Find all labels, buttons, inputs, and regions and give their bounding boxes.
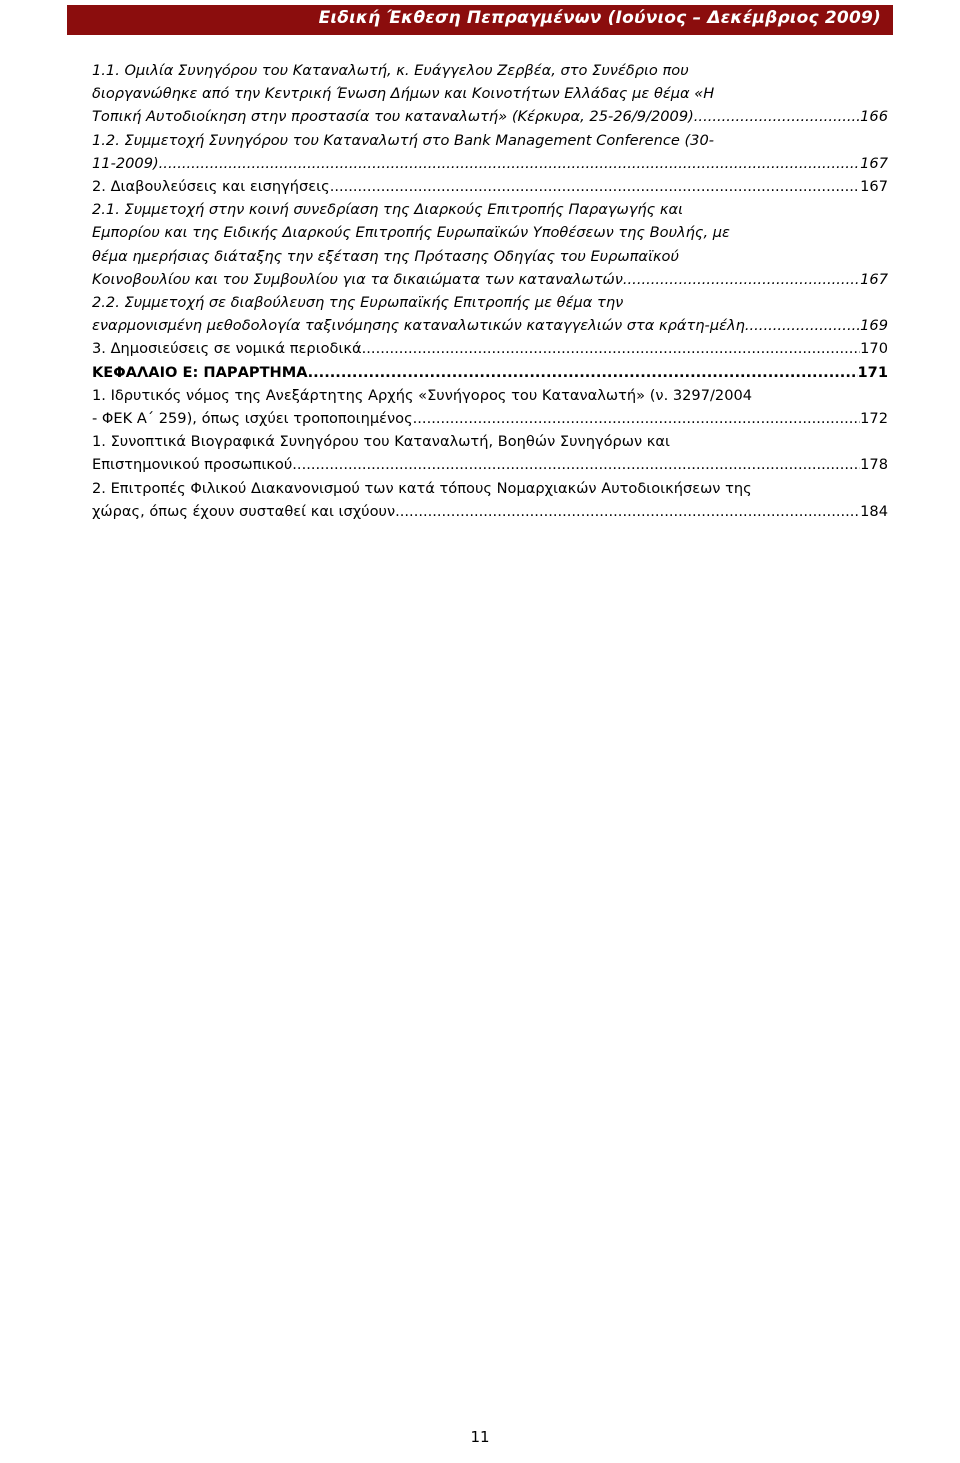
page-ref: 171: [857, 363, 888, 381]
toc-line-with-page: [92, 407, 888, 430]
toc-line-with-page: [92, 105, 888, 128]
toc-line: 1. Ιδρυτικός νόμος της Ανεξάρτητης Αρχής «Συνήγορος του Καταναλωτή» (ν. 3297/2004: [92, 386, 753, 404]
dot-leader: [330, 175, 860, 198]
table-of-contents: [92, 59, 888, 523]
toc-line: 1. Συνοπτικά Βιογραφικά Συνηγόρου του Καταναλωτή, Βοηθών Συνηγόρων και: [92, 433, 670, 451]
toc-entry-2-1[interactable]: [92, 198, 888, 291]
toc-line: χώρας, όπως έχουν συσταθεί και ισχύουν: [92, 502, 396, 520]
toc-line: 2.1. Συμμετοχή στην κοινή συνεδρίαση της Διαρκούς Επιτροπής Παραγωγής και: [92, 201, 684, 219]
toc-entry-1-1[interactable]: [92, 59, 888, 129]
toc-entry-cvs[interactable]: [92, 430, 888, 476]
page-ref: 167: [860, 178, 888, 196]
dot-leader: [362, 337, 860, 360]
toc-entry-committees[interactable]: [92, 477, 888, 523]
toc-line: 2. Επιτροπές Φιλικού Διακανονισμού των κατά τόπους Νομαρχιακών Αυτοδιοικήσεων της: [92, 479, 752, 497]
toc-line-with-page: [92, 314, 888, 337]
page-ref: 167: [860, 270, 888, 288]
toc-entry-3[interactable]: [92, 337, 888, 360]
toc-line: 1.2. Συμμετοχή Συνηγόρου του Καταναλωτή στο Bank Management Conference (30-: [92, 131, 715, 149]
page-ref: 172: [860, 410, 888, 428]
toc-line: διοργανώθηκε από την Κεντρική Ένωση Δήμων και Κοινοτήτων Ελλάδας με θέμα «Η: [92, 85, 715, 103]
header-title: Ειδική Έκθεση Πεπραγμένων (Ιούνιος – Δεκέμβριος 2009): [318, 8, 881, 28]
toc-line-with-page: [92, 152, 888, 175]
toc-entry-2-2[interactable]: [92, 291, 888, 337]
toc-entry-2[interactable]: [92, 175, 888, 198]
toc-chapter-e[interactable]: [92, 361, 888, 384]
toc-line-with-page: [92, 268, 888, 291]
toc-line: θέμα ημερήσιας διάταξης την εξέταση της Πρότασης Οδηγίας του Ευρωπαϊκού: [92, 247, 679, 265]
toc-line: - ΦΕΚ Α΄ 259), όπως ισχύει τροποποιημένος: [92, 410, 413, 428]
page-ref: 169: [860, 317, 888, 335]
toc-line-with-page: [92, 500, 888, 523]
dot-leader: [745, 314, 860, 337]
page-ref: 170: [860, 340, 888, 358]
toc-line: Εμπορίου και της Ειδικής Διαρκούς Επιτροπής Ευρωπαϊκών Υποθέσεων της Βουλής, με: [92, 224, 730, 242]
toc-line: Κοινοβουλίου και του Συμβουλίου για τα δικαιώματα των καταναλωτών: [92, 270, 623, 288]
toc-line-with-page: [92, 453, 888, 476]
toc-line: Επιστημονικού προσωπικού: [92, 456, 293, 474]
dot-leader: [623, 268, 860, 291]
page-ref: 166: [860, 108, 888, 126]
toc-line: 2. Διαβουλεύσεις και εισηγήσεις: [92, 178, 330, 196]
dot-leader: [308, 361, 858, 384]
dot-leader: [694, 105, 860, 128]
page-ref: 178: [860, 456, 888, 474]
toc-entry-1-2[interactable]: [92, 129, 888, 175]
dot-leader: [159, 152, 860, 175]
dot-leader: [292, 453, 860, 476]
toc-line: 2.2. Συμμετοχή σε διαβούλευση της Ευρωπαϊκής Επιτροπής με θέμα την: [92, 294, 624, 312]
dot-leader: [413, 407, 860, 430]
page-ref: 167: [860, 154, 888, 172]
toc-line: 3. Δημοσιεύσεις σε νομικά περιοδικά: [92, 340, 362, 358]
toc-entry-law[interactable]: [92, 384, 888, 430]
toc-line: ΚΕΦΑΛΑΙΟ Ε: ΠΑΡΑΡΤΗΜΑ: [92, 363, 308, 381]
toc-line: εναρμονισμένη μεθοδολογία ταξινόμησης καταναλωτικών καταγγελιών στα κράτη-μέλη: [92, 317, 745, 335]
dot-leader: [395, 500, 860, 523]
toc-line: 11-2009): [92, 154, 159, 172]
toc-line: 1.1. Ομιλία Συνηγόρου του Καταναλωτή, κ. Ευάγγελου Ζερβέα, στο Συνέδριο που: [92, 62, 689, 79]
page-number: 11: [470, 1428, 490, 1446]
toc-line: Τοπική Αυτοδιοίκηση στην προστασία του καταναλωτή» (Κέρκυρα, 25-26/9/2009): [92, 108, 694, 126]
header-bar: [67, 5, 893, 35]
page-ref: 184: [860, 502, 888, 520]
